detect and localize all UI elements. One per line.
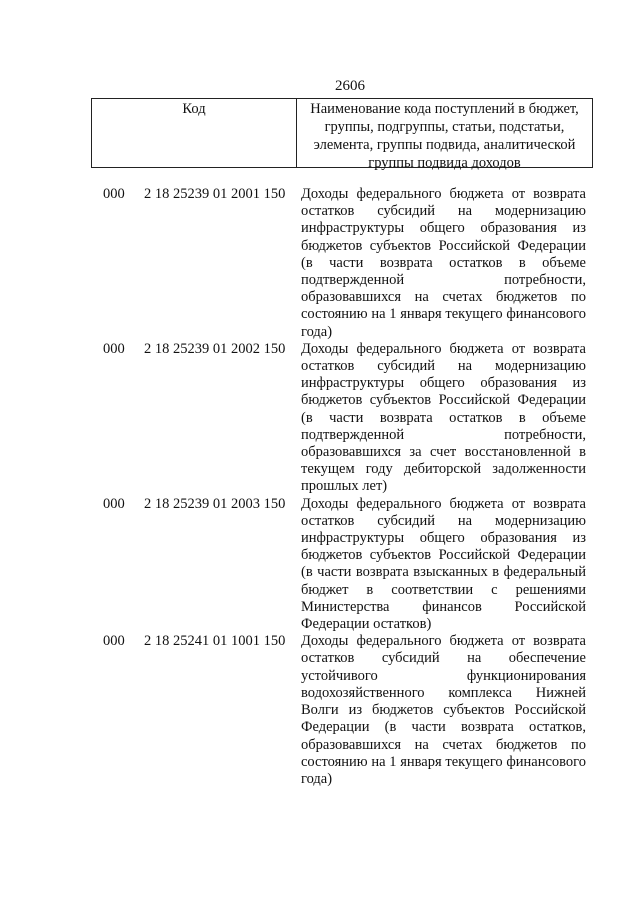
revenue-code-list xyxy=(0,186,640,788)
revenue-code: 2 18 25241 01 1001 150 xyxy=(144,633,286,650)
table-row xyxy=(0,633,640,788)
revenue-description: Доходы федерального бюджета от возврата остатков субсидий на модернизацию инфраструктуры общего образования из бюджетов субъектов Российской Федерации (в части возврата взысканных в федеральный бюджет в соответствии с решениями Министерства финансов Российской Федерации остатков) xyxy=(301,495,586,633)
admin-code: 000 xyxy=(103,340,125,357)
header-name-cell: Наименование кода поступлений в бюджет, группы, подгруппы, статьи, подстатьи, элемента, группы подвида, аналитической группы подвида доходов xyxy=(310,101,579,171)
admin-code: 000 xyxy=(103,495,125,512)
table-header xyxy=(91,98,593,171)
table-row xyxy=(0,186,640,341)
revenue-description: Доходы федерального бюджета от возврата остатков субсидий на обеспечение устойчивого функционирования водохозяйственного комплекса Нижней Волги из бюджетов субъектов Российской Федерации (в части возврата остатков, образовавшихся на счетах бюджетов по состоянию на 1 января текущего финансового года) xyxy=(301,633,586,787)
revenue-code: 2 18 25239 01 2001 150 xyxy=(144,186,286,202)
table-row xyxy=(0,496,640,634)
table-row xyxy=(0,341,640,496)
revenue-code: 2 18 25239 01 2002 150 xyxy=(144,340,286,357)
admin-code: 000 xyxy=(103,633,125,650)
page-number: 2606 xyxy=(335,78,365,94)
revenue-description: Доходы федерального бюджета от возврата остатков субсидий на модернизацию инфраструктуры общего образования из бюджетов субъектов Российской Федерации (в части возврата остатков в объеме подтвержденной потребности, образовавшихся за счет восстановленной в текущем году дебиторской задолженности прошлых лет) xyxy=(301,340,586,495)
revenue-description: Доходы федерального бюджета от возврата остатков субсидий на модернизацию инфраструктуры общего образования из бюджетов субъектов Российской Федерации (в части возврата остатков в объеме подтвержденной потребности, образовавшихся на счетах бюджетов по состоянию на 1 января текущего финансового года) xyxy=(301,186,586,340)
revenue-code: 2 18 25239 01 2003 150 xyxy=(144,495,286,512)
admin-code: 000 xyxy=(103,186,125,202)
header-code-cell: Код xyxy=(92,99,297,167)
